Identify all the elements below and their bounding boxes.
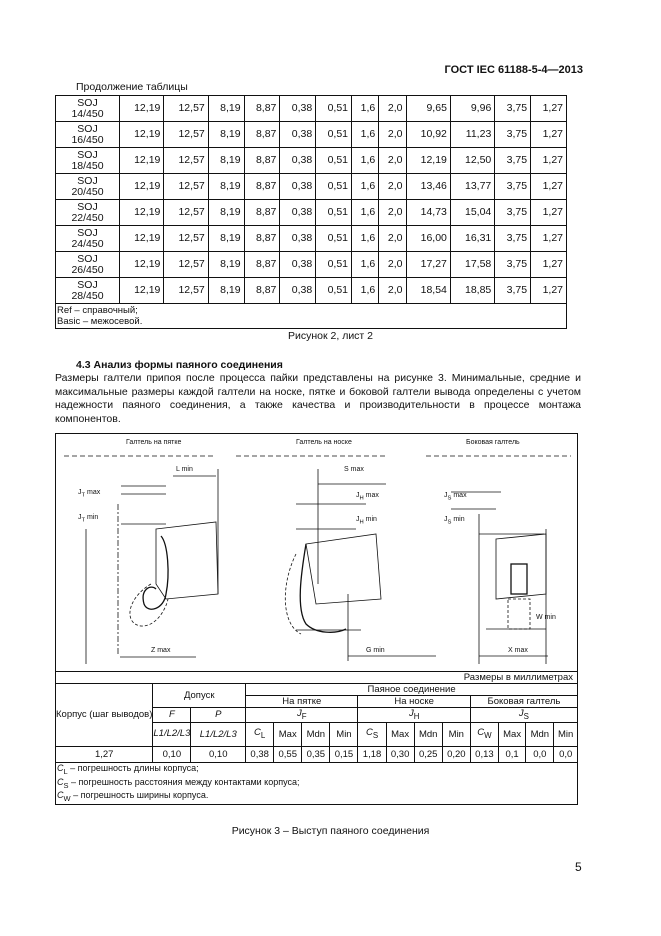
label-js-max: $J_S$ max: [444, 492, 467, 502]
table-cell: 16,31: [450, 226, 494, 252]
table-cell: 1,6: [352, 96, 379, 122]
table-cell: 12,57: [164, 200, 208, 226]
table-cell: 12,19: [120, 148, 164, 174]
table-cell: 1,27: [531, 96, 567, 122]
table-cell: 2,0: [379, 252, 406, 278]
table-cell: 3,75: [495, 278, 531, 304]
table-cell: 2,0: [379, 96, 406, 122]
solder-cell: 1,18: [358, 746, 386, 762]
toe-min: Min: [442, 722, 470, 746]
toe-header: На носке: [358, 696, 470, 708]
table-cell: 0,38: [280, 96, 316, 122]
solder-cell: 0,55: [274, 746, 302, 762]
solder-cell: 0,35: [302, 746, 330, 762]
table-cell: 8,19: [208, 96, 244, 122]
package-name-line: 14/450: [71, 107, 104, 120]
side-header: Боковая галтель: [470, 696, 577, 708]
package-name-line: SOJ: [77, 252, 98, 265]
side-panel-title: Боковая галтель: [466, 439, 520, 446]
heel-header: На пятке: [246, 696, 358, 708]
table-cell: 17,27: [406, 252, 450, 278]
table-cell: 1,27: [531, 226, 567, 252]
toe-mdn: Mdn: [414, 722, 442, 746]
solder-cell: 0,15: [330, 746, 358, 762]
table-cell: 0,38: [280, 252, 316, 278]
table-cell: 12,57: [164, 174, 208, 200]
table-cell: 3,75: [495, 226, 531, 252]
page-number: 5: [575, 860, 582, 874]
package-name-line: SOJ: [77, 278, 98, 291]
table-cell: 0,38: [280, 148, 316, 174]
solder-cell: 0,13: [470, 746, 498, 762]
table-cell: 0,51: [316, 278, 352, 304]
heel-panel-title: Галтель на пятке: [126, 439, 182, 446]
table-cell: 12,19: [120, 122, 164, 148]
table-cell: 13,77: [450, 174, 494, 200]
table-continuation-label: Продолжение таблицы: [76, 81, 188, 93]
package-name: [56, 252, 120, 278]
solder-cell: 0,20: [442, 746, 470, 762]
label-z-max: Z max: [151, 647, 171, 654]
table-cell: 8,19: [208, 278, 244, 304]
label-l-min: L min: [176, 466, 193, 473]
table-cell: 1,6: [352, 148, 379, 174]
table-cell: 1,27: [531, 148, 567, 174]
table-row: [56, 252, 567, 278]
package-name: [56, 226, 120, 252]
label-jt-max: $J_T$ max: [78, 489, 101, 499]
table-cell: 12,19: [120, 96, 164, 122]
package-name-line: SOJ: [77, 148, 98, 161]
solder-cell: 0,25: [414, 746, 442, 762]
fillet-drawing: [56, 434, 579, 673]
package-name: [56, 148, 120, 174]
toe-panel-title: Галтель на носке: [296, 439, 352, 446]
table-cell: 8,19: [208, 252, 244, 278]
table-cell: 0,51: [316, 200, 352, 226]
package-name-line: SOJ: [77, 226, 98, 239]
jf-header: $J_F$: [246, 708, 358, 723]
package-name-line: SOJ: [77, 122, 98, 135]
table-cell: 12,57: [164, 278, 208, 304]
table2-notes: [56, 762, 578, 804]
solder-joint-table: [55, 671, 578, 805]
cs-header: $C_S$: [358, 722, 386, 746]
table-cell: 3,75: [495, 148, 531, 174]
table-cell: 14,73: [406, 200, 450, 226]
package-name-line: SOJ: [77, 96, 98, 109]
label-g-min: G min: [366, 647, 385, 654]
table-cell: 12,57: [164, 122, 208, 148]
table-cell: 0,51: [316, 96, 352, 122]
package-name-line: 16/450: [71, 133, 104, 146]
table1-note: Ref – справочный;: [57, 305, 138, 316]
dimensions-table: [55, 95, 567, 329]
jh-header: $J_H$: [358, 708, 470, 723]
solder-cell: 0,0: [526, 746, 554, 762]
table-cell: 12,19: [120, 174, 164, 200]
side-min: Min: [554, 722, 578, 746]
section-paragraph: Размеры галтели припоя после процесса пайки представлены на рисунке 3. Минимальные, средние и максимальные размеры каждой галтели на носке, пятке и боковой галтели вывода определены с учетом надежности паяного соединения, а также качества и производительности в процессе монтажа компонентов.: [55, 372, 581, 425]
table-row: [56, 226, 567, 252]
note-cw: $C_W$ – погрешность ширины корпуса.: [57, 790, 209, 804]
table-cell: 3,75: [495, 200, 531, 226]
table-cell: 8,87: [244, 226, 280, 252]
case-header: Корпус (шаг выводов): [56, 684, 153, 747]
tol-f-sub: L1/L2/L3: [153, 722, 191, 746]
table-cell: 8,87: [244, 174, 280, 200]
table-cell: 11,23: [450, 122, 494, 148]
table-cell: 12,57: [164, 96, 208, 122]
solder-fillet-figure: [55, 433, 578, 672]
table-cell: 10,92: [406, 122, 450, 148]
table-cell: 18,85: [450, 278, 494, 304]
table-row: [56, 148, 567, 174]
table-cell: 0,38: [280, 174, 316, 200]
table-cell: 12,19: [120, 278, 164, 304]
js-header: $J_S$: [470, 708, 577, 723]
table-cell: 1,6: [352, 252, 379, 278]
table-cell: 0,38: [280, 278, 316, 304]
table-cell: 12,19: [120, 200, 164, 226]
label-jh-min: $J_H$ min: [356, 516, 377, 526]
table-cell: 15,04: [450, 200, 494, 226]
package-name-line: 20/450: [71, 185, 104, 198]
heel-min: Min: [330, 722, 358, 746]
table-cell: 1,27: [531, 278, 567, 304]
table-cell: 2,0: [379, 148, 406, 174]
toe-max: Max: [386, 722, 414, 746]
package-name: [56, 122, 120, 148]
cw-header: $C_W$: [470, 722, 498, 746]
table-cell: 0,51: [316, 174, 352, 200]
package-name-line: 26/450: [71, 263, 104, 276]
table-cell: 12,50: [450, 148, 494, 174]
table1-notes: [56, 304, 567, 329]
table-cell: 3,75: [495, 122, 531, 148]
table-cell: 1,6: [352, 174, 379, 200]
label-js-min: $J_S$ min: [444, 516, 465, 526]
table-cell: 8,87: [244, 122, 280, 148]
package-name: [56, 174, 120, 200]
package-name: [56, 96, 120, 122]
package-name-line: 22/450: [71, 211, 104, 224]
table-row: [56, 122, 567, 148]
table-cell: 16,00: [406, 226, 450, 252]
table-cell: 9,96: [450, 96, 494, 122]
package-name: [56, 278, 120, 304]
table-cell: 1,27: [531, 174, 567, 200]
tolerance-header: Допуск: [153, 684, 246, 708]
table-cell: 1,27: [531, 122, 567, 148]
tol-p-header: P: [191, 708, 246, 723]
solder-cell: 0,0: [554, 746, 578, 762]
table1-note: Basic – межосевой.: [57, 316, 143, 327]
units-note: Размеры в миллиметрах: [56, 672, 578, 684]
tol-p-sub: L1/L2/L3: [191, 722, 246, 746]
document-header: ГОСТ IEC 61188-5-4—2013: [444, 64, 583, 76]
note-cl: $C_L$ – погрешность длины корпуса;: [57, 762, 199, 776]
package-name: [56, 200, 120, 226]
note-cs: $C_S$ – погрешность расстояния между контактами корпуса;: [57, 776, 300, 790]
label-w-min: W min: [536, 614, 556, 621]
table-cell: 9,65: [406, 96, 450, 122]
table-cell: 17,58: [450, 252, 494, 278]
table-cell: 3,75: [495, 174, 531, 200]
table-cell: 2,0: [379, 278, 406, 304]
table-cell: 8,19: [208, 122, 244, 148]
table-cell: 0,51: [316, 226, 352, 252]
package-name-line: 28/450: [71, 289, 104, 302]
cl-header: $C_L$: [246, 722, 274, 746]
table-cell: 12,19: [120, 252, 164, 278]
table-cell: 8,87: [244, 278, 280, 304]
table-cell: 2,0: [379, 200, 406, 226]
solder-joint-header: Паяное соединение: [246, 684, 578, 696]
figure-2-caption: Рисунок 2, лист 2: [288, 330, 373, 342]
solder-cell: 0,10: [153, 746, 191, 762]
solder-cell: 0,38: [246, 746, 274, 762]
table-cell: 3,75: [495, 96, 531, 122]
heel-mdn: Mdn: [302, 722, 330, 746]
table-row: [56, 200, 567, 226]
table-cell: 12,57: [164, 252, 208, 278]
table-cell: 12,57: [164, 148, 208, 174]
table-cell: 8,87: [244, 96, 280, 122]
table-cell: 8,19: [208, 200, 244, 226]
table-cell: 0,51: [316, 122, 352, 148]
label-x-max: X max: [508, 647, 528, 654]
table-cell: 1,27: [531, 200, 567, 226]
side-mdn: Mdn: [526, 722, 554, 746]
table-cell: 13,46: [406, 174, 450, 200]
table-cell: 12,19: [406, 148, 450, 174]
table-cell: 8,19: [208, 226, 244, 252]
label-s-max: S max: [344, 466, 364, 473]
table-row: [56, 96, 567, 122]
table-cell: 12,19: [120, 226, 164, 252]
package-name-line: SOJ: [77, 174, 98, 187]
package-name-line: SOJ: [77, 200, 98, 213]
table-cell: 1,6: [352, 200, 379, 226]
package-name-line: 18/450: [71, 159, 104, 172]
solder-cell: 0,10: [191, 746, 246, 762]
table-cell: 1,6: [352, 226, 379, 252]
figure-3-caption: Рисунок 3 – Выступ паяного соединения: [231, 825, 430, 837]
table-cell: 2,0: [379, 174, 406, 200]
table-cell: 1,27: [531, 252, 567, 278]
solder-cell: 1,27: [56, 746, 153, 762]
side-max: Max: [498, 722, 525, 746]
label-jt-min: $J_T$ min: [78, 514, 99, 524]
table-cell: 8,19: [208, 148, 244, 174]
table-cell: 8,87: [244, 148, 280, 174]
section-title: 4.3 Анализ формы паяного соединения: [76, 359, 283, 371]
tol-f-header: F: [153, 708, 191, 723]
table-cell: 1,6: [352, 122, 379, 148]
table-cell: 8,87: [244, 252, 280, 278]
table-cell: 0,38: [280, 200, 316, 226]
table-cell: 0,51: [316, 148, 352, 174]
table-cell: 0,38: [280, 226, 316, 252]
solder-cell: 0,30: [386, 746, 414, 762]
table-row: [56, 174, 567, 200]
table-row: [56, 278, 567, 304]
table-cell: 0,38: [280, 122, 316, 148]
table-cell: 1,6: [352, 278, 379, 304]
heel-max: Max: [274, 722, 302, 746]
table-cell: 12,57: [164, 226, 208, 252]
solder-cell: 0,1: [498, 746, 525, 762]
label-jh-max: $J_H$ max: [356, 492, 379, 502]
table-cell: 2,0: [379, 122, 406, 148]
table-cell: 0,51: [316, 252, 352, 278]
table-cell: 8,87: [244, 200, 280, 226]
package-name-line: 24/450: [71, 237, 104, 250]
table-cell: 18,54: [406, 278, 450, 304]
table-cell: 2,0: [379, 226, 406, 252]
table-cell: 3,75: [495, 252, 531, 278]
table-cell: 8,19: [208, 174, 244, 200]
